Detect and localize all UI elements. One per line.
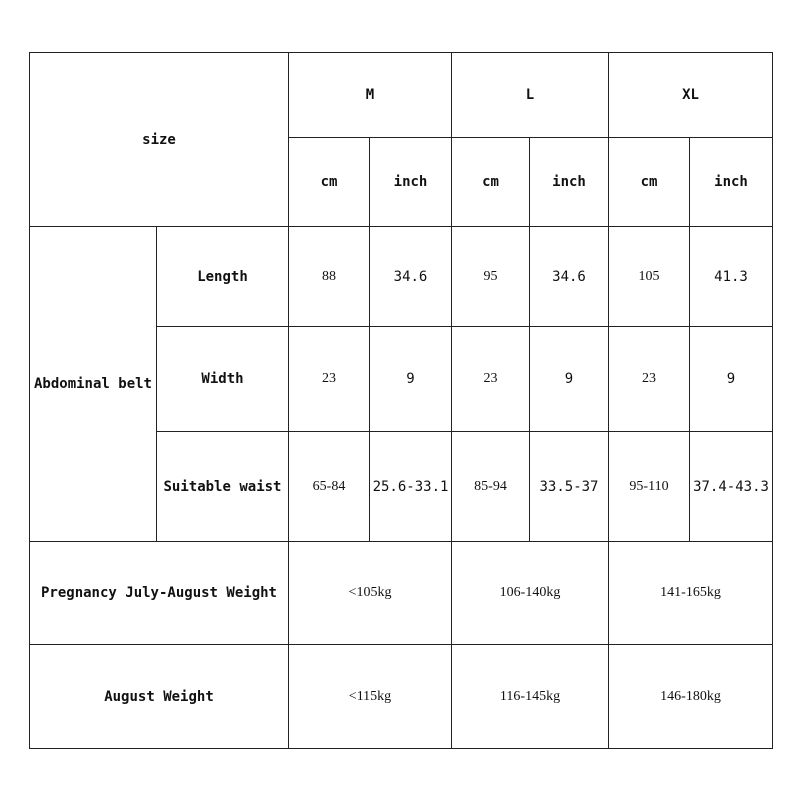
table-cell: 9 <box>530 327 609 432</box>
weight-cell: 141-165kg <box>609 542 773 645</box>
row-label: Width <box>157 327 289 432</box>
table-cell: 9 <box>690 327 773 432</box>
unit-header: cm <box>452 138 530 227</box>
weight-row-label: August Weight <box>30 645 289 749</box>
row-label: Suitable waist <box>157 432 289 542</box>
table-cell: 95-110 <box>609 432 690 542</box>
table-cell: 37.4-43.3 <box>690 432 773 542</box>
table-cell: 23 <box>289 327 370 432</box>
weight-row-label: Pregnancy July-August Weight <box>30 542 289 645</box>
table-cell: 88 <box>289 227 370 327</box>
weight-cell: 116-145kg <box>452 645 609 749</box>
size-chart-sheet <box>29 52 772 748</box>
unit-header: cm <box>609 138 690 227</box>
weight-row <box>30 542 773 645</box>
table-cell: 23 <box>609 327 690 432</box>
size-header-xl: XL <box>609 53 773 138</box>
table-cell: 34.6 <box>530 227 609 327</box>
table-cell: 25.6-33.1 <box>370 432 452 542</box>
unit-header: inch <box>370 138 452 227</box>
size-chart-table <box>29 52 773 749</box>
weight-cell: <115kg <box>289 645 452 749</box>
table-cell: 65-84 <box>289 432 370 542</box>
size-header-l: L <box>452 53 609 138</box>
table-cell: 9 <box>370 327 452 432</box>
row-label: Length <box>157 227 289 327</box>
weight-row <box>30 645 773 749</box>
table-cell: 41.3 <box>690 227 773 327</box>
table-cell: 85-94 <box>452 432 530 542</box>
weight-cell: <105kg <box>289 542 452 645</box>
header-row-sizes <box>30 53 773 138</box>
table-cell: 34.6 <box>370 227 452 327</box>
table-cell: 33.5-37 <box>530 432 609 542</box>
table-cell: 23 <box>452 327 530 432</box>
group-label: Abdominal belt <box>30 227 157 542</box>
table-cell: 105 <box>609 227 690 327</box>
unit-header: inch <box>530 138 609 227</box>
unit-header: inch <box>690 138 773 227</box>
corner-label: size <box>30 53 289 227</box>
table-row <box>30 227 773 327</box>
unit-header: cm <box>289 138 370 227</box>
table-cell: 95 <box>452 227 530 327</box>
weight-cell: 106-140kg <box>452 542 609 645</box>
weight-cell: 146-180kg <box>609 645 773 749</box>
size-header-m: M <box>289 53 452 138</box>
